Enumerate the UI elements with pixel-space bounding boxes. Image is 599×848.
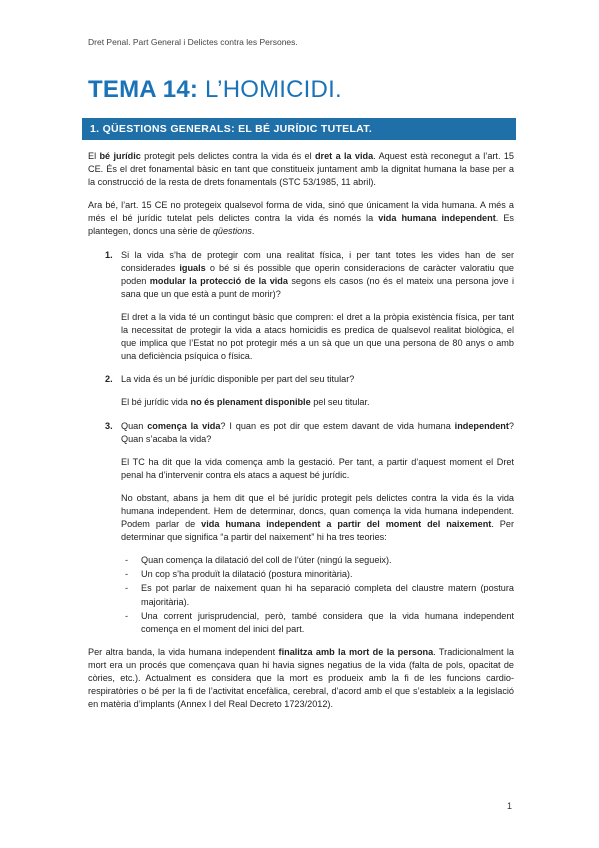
list-item-question-2: [88, 373, 514, 409]
page-number: 1: [507, 801, 513, 811]
item-number: 1.: [105, 249, 113, 260]
title-main: L’HOMICIDI.: [204, 76, 342, 103]
running-header: Dret Penal. Part General i Delictes contra les Persones.: [88, 37, 298, 47]
theory-item: - Es pot parlar de naixement quan hi ha separació completa del claustre matern (postura majoritària).: [121, 582, 514, 608]
question-text: La vida és un bé jurídic disponible per part del seu titular?: [121, 374, 355, 385]
paragraph-end-of-life: Per altra banda, la vida humana independent finalitza amb la mort de la persona. Tradicionalment la mort era un procés que començava quan hi havia signes negatius de la vida (falta de pols, opacitat de còries, etc.). Actualment es considera que la mort es produeix amb la fi de les funcions cardio-respiratòries o bé per la fi de l’activitat encefàlica, cerebral, d’acord amb el que s’estableix a la legislació en matèria d’implants (Annex I del Real Decreto 1723/2012).: [88, 646, 514, 710]
theories-list: [121, 554, 514, 636]
question-text: Si la vida s’ha de protegir com una realitat física, i per tant totes les vides han de ser considerades iguals o bé si és possible que operin consideracions de caràcter valoratiu que poden modular la protecció de la vida segons els casos (no és el mateix una persona jove i sana que un que està a punt de morir)?: [121, 249, 514, 299]
answer-text: El bé jurídic vida no és plenament disponible pel seu titular.: [121, 397, 370, 408]
section-heading: 1. QÜESTIONS GENERALS: EL BÉ JURÍDIC TUTELAT.: [82, 118, 516, 140]
list-item-question-1: [88, 249, 514, 364]
list-item-question-3: [88, 420, 514, 636]
document-body: [88, 150, 514, 721]
question-text: Quan comença la vida? I quan es pot dir que estem davant de vida humana independent? Quan s’acaba la vida?: [121, 420, 514, 444]
answer-text-birth: No obstant, abans ja hem dit que el bé jurídic protegit pels delictes contra la vida és la vida humana independent. Hem de determinar, doncs, quan comença la vida humana independent. Podem parlar de vida humana independent a partir del moment del naixement. Per determinar que significa “a partir del naixement” hi ha tres teories:: [121, 492, 514, 543]
paragraph-independent-life: Ara bé, l’art. 15 CE no protegeix qualsevol forma de vida, sinó que únicament la vida humana. A més a més el bé jurídic tutelat pels delictes contra la vida és només la vida humana independent. Es plantegen, doncs una sèrie de qüestions.: [88, 200, 514, 237]
item-number: 3.: [105, 420, 113, 431]
answer-text: El dret a la vida té un contingut bàsic que compren: el dret a la pròpia existència física, per tant la necessitat de protegir la vida a atacs homicidis es predica de qualsevol realitat biològica, el que implica que l’Estat no pot protegir més a un sà que un que una persona de 80 anys o amb una deficiència psíquica o física.: [121, 311, 514, 362]
theory-item: - Quan comença la dilatació del coll de l’úter (ningú la segueix).: [121, 554, 514, 567]
paragraph-legal-good: El bé jurídic protegit pels delictes contra la vida és el dret a la vida. Aquest està reconegut a l’art. 15 CE. És el dret fonamental bàsic en tant que constitueix juntament amb la dignitat humana la base per a la construcció de la resta de drets fonamentals (STC 53/1985, 11 abril).: [88, 151, 514, 188]
theory-item: - Un cop s’ha produït la dilatació (postura minoritària).: [121, 568, 514, 581]
theory-item: - Una corrent jurisprudencial, però, també considera que la vida humana independent comença en el moment del inici del part.: [121, 610, 514, 636]
answer-text: El TC ha dit que la vida comença amb la gestació. Per tant, a partir d’aquest moment el Dret penal ha d’intervenir contra els atacs a aquest bé jurídic.: [121, 456, 514, 480]
item-number: 2.: [105, 374, 113, 385]
title-prefix: TEMA 14:: [88, 76, 199, 103]
page-title: [88, 76, 342, 104]
